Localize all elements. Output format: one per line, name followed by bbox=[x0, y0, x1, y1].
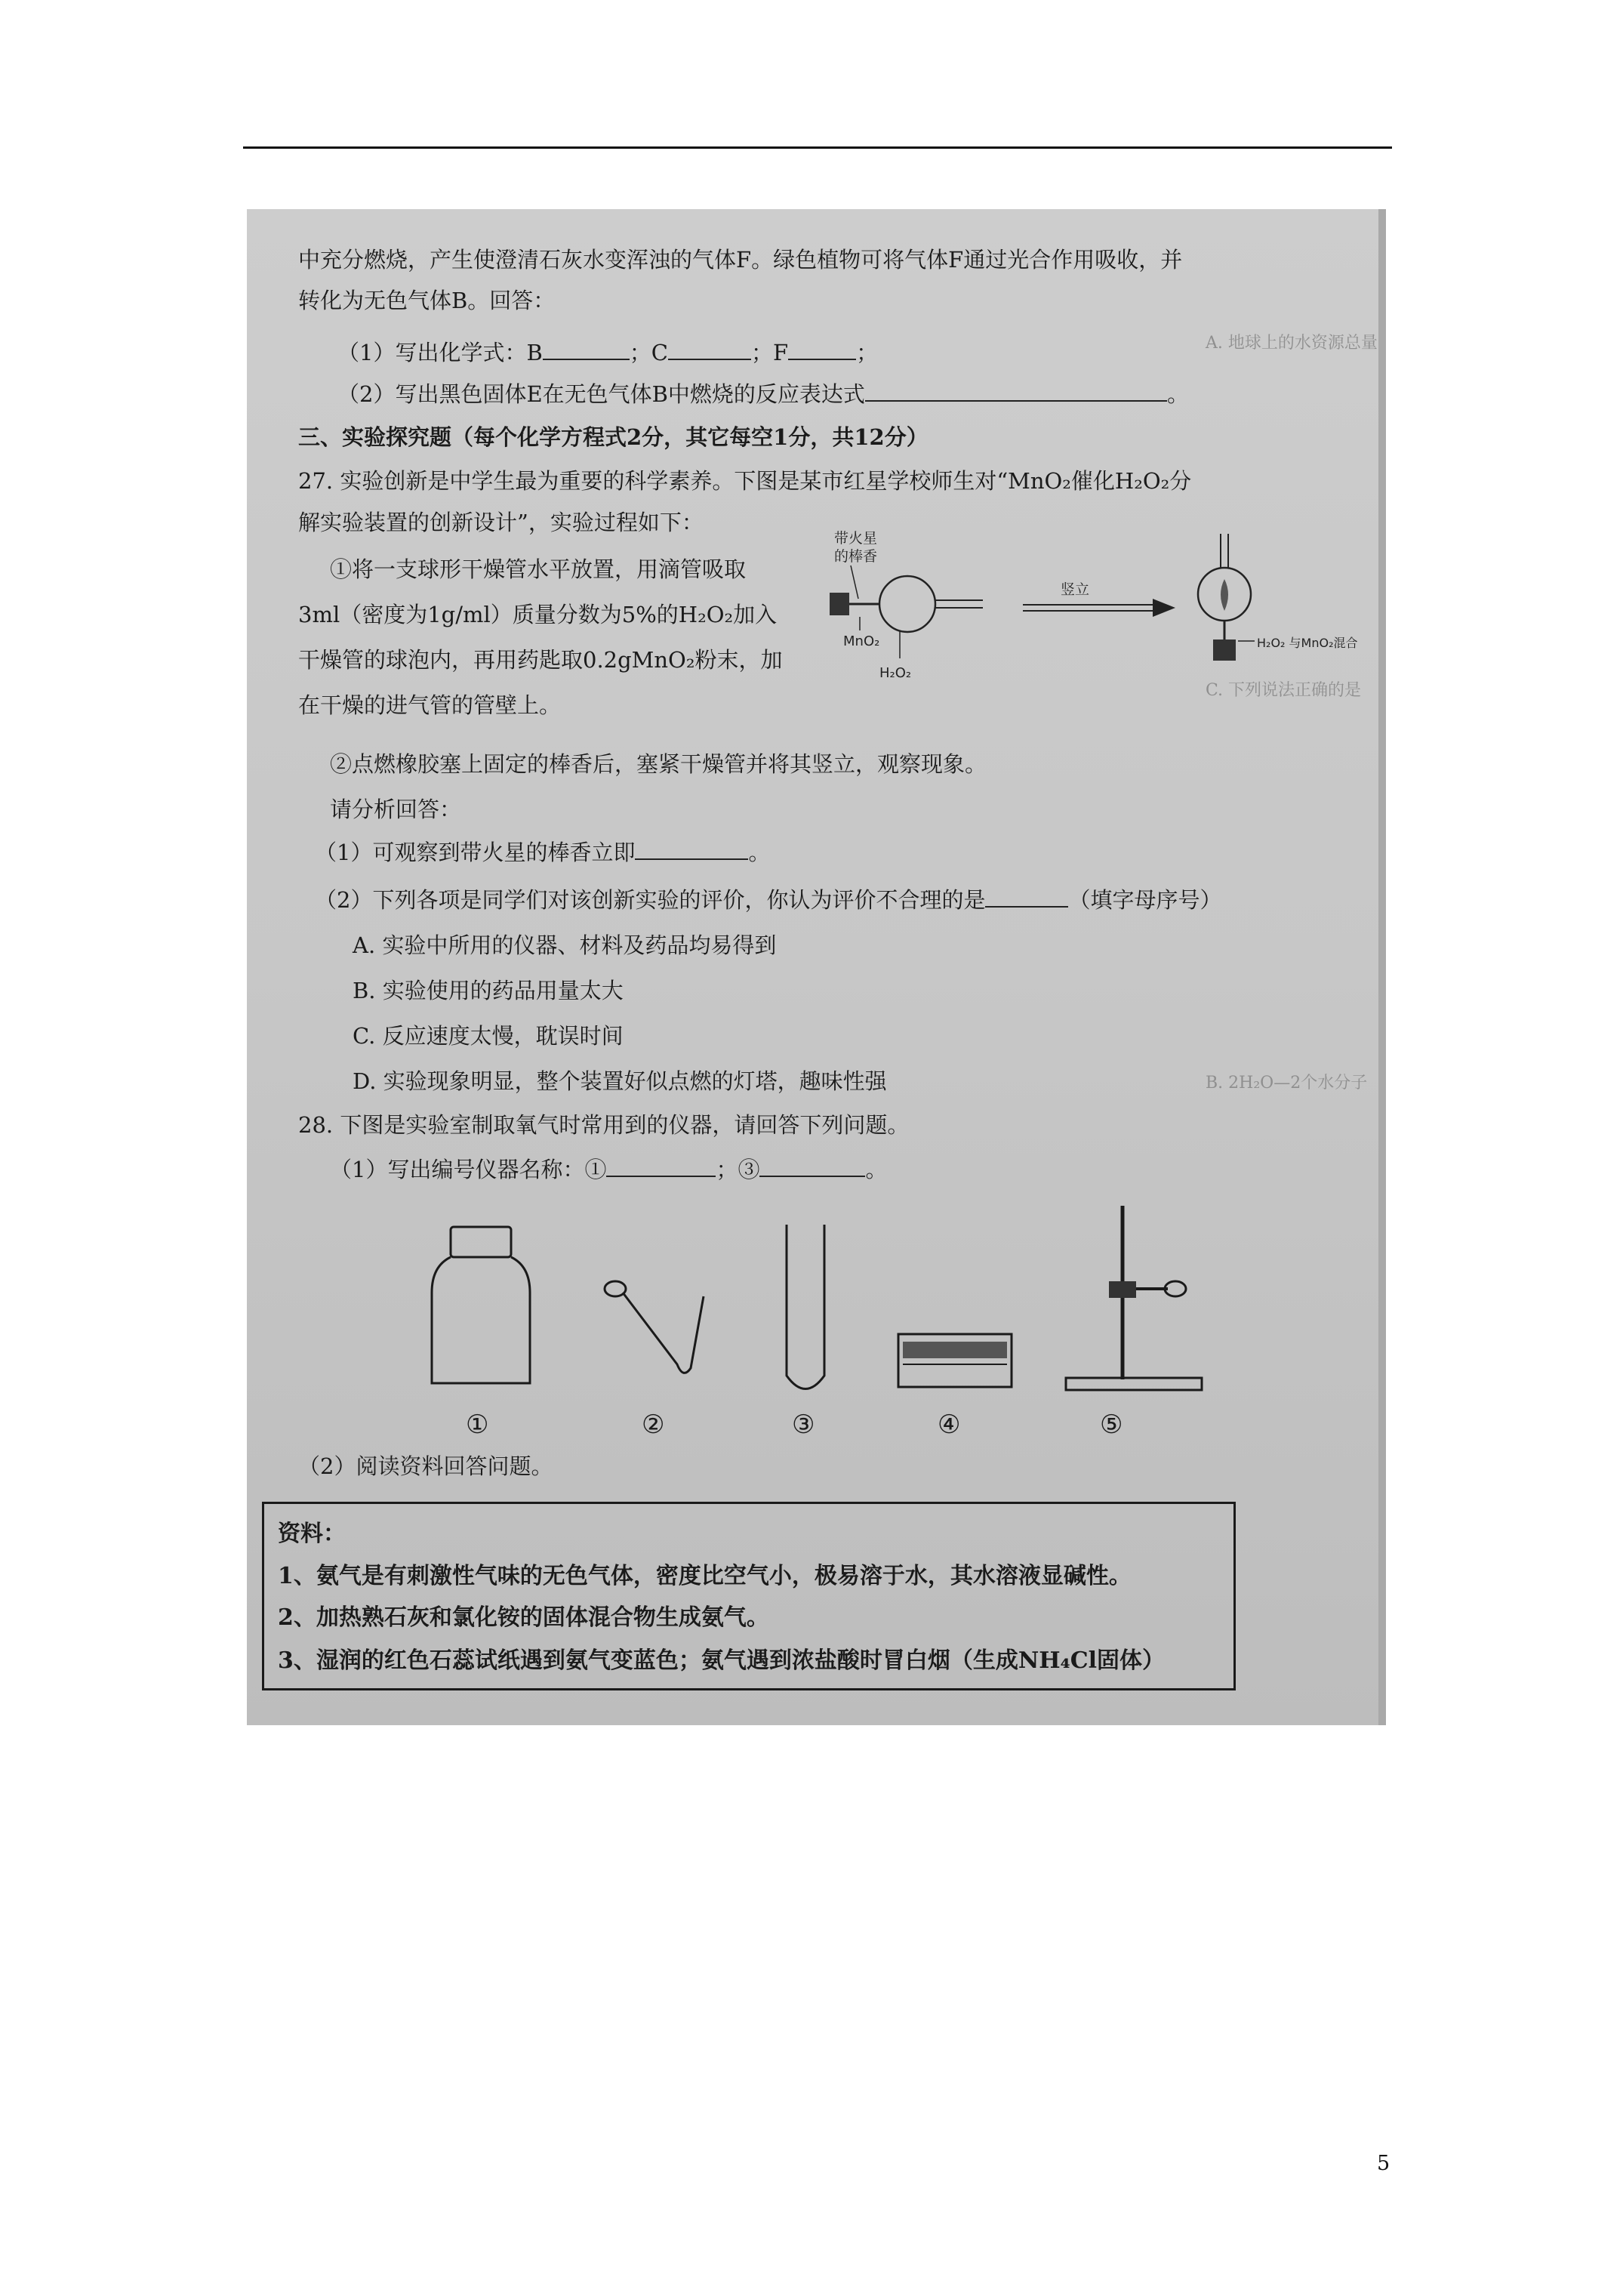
label-incense: 带火星 bbox=[834, 530, 878, 547]
answer-blank-observation[interactable] bbox=[635, 840, 748, 860]
q27-sub1: （1）可观察到带火星的棒香立即 。 bbox=[315, 840, 771, 865]
info-item-3: 3、湿润的红色石蕊试纸遇到氨气变蓝色；氨气遇到浓盐酸时冒白烟（生成NH₄Cl固体） bbox=[278, 1647, 1166, 1674]
answer-blank-instrument-3[interactable] bbox=[759, 1157, 865, 1177]
iron-stand bbox=[1062, 1198, 1213, 1405]
combustion-spoon bbox=[594, 1221, 715, 1398]
q28-sub2: （2）阅读资料回答问题。 bbox=[298, 1453, 553, 1479]
wide-mouth-bottle bbox=[424, 1221, 537, 1398]
answer-blank-instrument-1[interactable] bbox=[606, 1157, 716, 1177]
apparatus-label-2: ② bbox=[642, 1410, 665, 1440]
bleed-through-text: C. 下列说法正确的是 bbox=[1206, 681, 1362, 700]
reference-info-box bbox=[262, 1502, 1236, 1690]
q26-sub2: （2）写出黑色固体E在无色气体B中燃烧的反应表达式 。 bbox=[337, 381, 1189, 407]
q27-analyze: 请分析回答： bbox=[330, 797, 462, 822]
bulb bbox=[879, 576, 935, 632]
header-rule bbox=[243, 146, 1392, 149]
apparatus-label-1: ① bbox=[466, 1410, 489, 1440]
q28-text: 28. 下图是实验室制取氧气时常用到的仪器，请回答下列问题。 bbox=[298, 1112, 910, 1138]
label-incense-2: 的棒香 bbox=[834, 548, 878, 565]
q26-text-line2: 转化为无色气体B。回答： bbox=[298, 288, 556, 313]
info-title: 资料： bbox=[278, 1521, 346, 1547]
answer-blank-c[interactable] bbox=[668, 341, 751, 360]
apparatus-label-3: ③ bbox=[792, 1410, 815, 1440]
q27-text-line1: 27. 实验创新是中学生最为重要的科学素养。下图是某市红星学校师生对“MnO₂催化H₂O₂分 bbox=[298, 468, 1192, 494]
apparatus-label-4: ④ bbox=[938, 1410, 961, 1440]
q27-step2: ②点燃橡胶塞上固定的棒香后，塞紧干燥管并将其竖立，观察现象。 bbox=[330, 751, 987, 777]
q27-sub2: （2）下列各项是同学们对该创新实验的评价，你认为评价不合理的是 （填字母序号） bbox=[315, 887, 1222, 913]
q26-text-line1: 中充分燃烧，产生使澄清石灰水变浑浊的气体F。绿色植物可将气体F通过光合作用吸收，并 bbox=[298, 247, 1183, 273]
info-item-2: 2、加热熟石灰和氯化铵的固体混合物生成氨气。 bbox=[278, 1604, 769, 1631]
q27-text-line2: 解实验装置的创新设计”，实验过程如下： bbox=[298, 510, 704, 535]
answer-blank-f[interactable] bbox=[788, 341, 856, 360]
q28-sub1: （1）写出编号仪器名称：① ；③ 。 bbox=[330, 1157, 888, 1182]
info-item-1: 1、氨气是有刺激性气味的无色气体，密度比空气小，极易溶于水，其水溶液显碱性。 bbox=[278, 1563, 1132, 1589]
q27-step1-line2: 3ml（密度为1g/ml）质量分数为5%的H₂O₂加入 bbox=[298, 602, 778, 627]
water-trough bbox=[892, 1221, 1021, 1398]
option-a: A. 实验中所用的仪器、材料及药品均易得到 bbox=[353, 932, 777, 958]
bleed-through-text: A. 地球上的水资源总量 bbox=[1206, 334, 1378, 353]
q26-sub1: （1）写出化学式：B ；C ；F ； bbox=[337, 340, 879, 365]
option-b: B. 实验使用的药品用量太大 bbox=[353, 978, 624, 1003]
answer-blank-choice[interactable] bbox=[985, 888, 1068, 908]
q27-step1-line1: ①将一支球形干燥管水平放置，用滴管吸取 bbox=[330, 556, 747, 582]
label-stand-upright: 竖立 bbox=[1061, 581, 1090, 598]
bleed-through-text: B. 2H₂O—2个水分子 bbox=[1206, 1074, 1368, 1093]
page-number: 5 bbox=[1377, 2152, 1390, 2175]
q27-step1-line3: 干燥管的球泡内，再用药匙取0.2gMnO₂粉末，加 bbox=[298, 647, 783, 673]
rubber-stopper bbox=[830, 593, 849, 615]
option-c: C. 反应速度太慢，耽误时间 bbox=[353, 1023, 624, 1049]
photo-edge-shadow bbox=[1378, 209, 1386, 1725]
apparatus-label-5: ⑤ bbox=[1100, 1410, 1123, 1440]
answer-blank-equation[interactable] bbox=[865, 382, 1167, 402]
label-h2o2-mno2-mix: H₂O₂ 与MnO₂混合 bbox=[1257, 636, 1358, 650]
test-tube bbox=[775, 1221, 836, 1405]
section-3-heading: 三、实验探究题（每个化学方程式2分，其它每空1分，共12分） bbox=[298, 424, 929, 450]
scanned-exam-photo bbox=[247, 209, 1386, 1725]
label-mno2: MnO₂ bbox=[843, 633, 880, 649]
answer-blank-b[interactable] bbox=[543, 341, 630, 360]
label-h2o2: H₂O₂ bbox=[879, 665, 912, 681]
option-d: D. 实验现象明显，整个装置好似点燃的灯塔，趣味性强 bbox=[353, 1068, 887, 1094]
q27-step1-line4: 在干燥的进气管的管壁上。 bbox=[298, 692, 562, 718]
